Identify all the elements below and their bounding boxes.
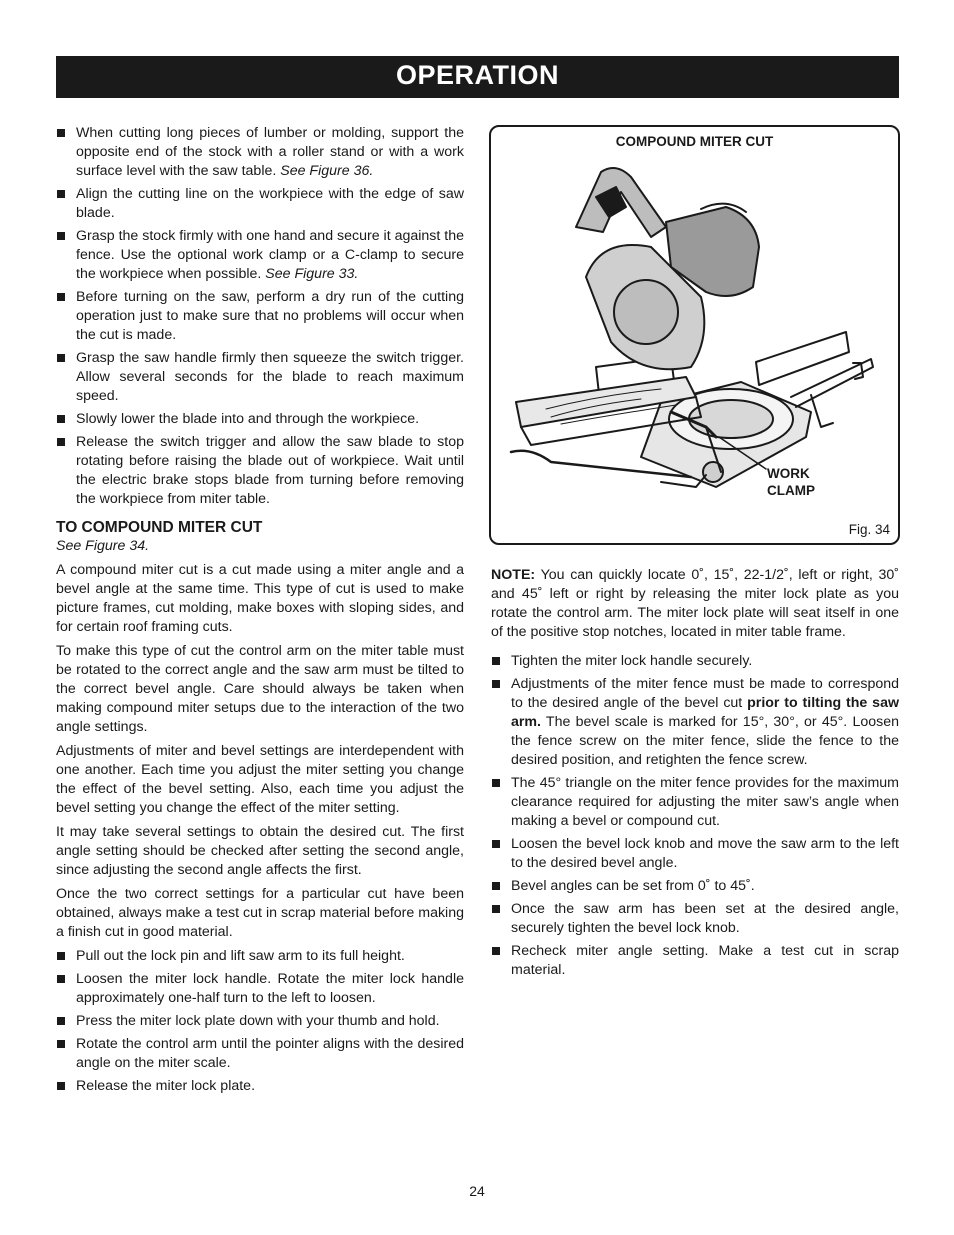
square-bullet-icon — [57, 975, 65, 983]
square-bullet-icon — [57, 415, 65, 423]
paragraph: Adjustments of miter and bevel settings are interdependent with one another. Each time you adjust the miter setting you change the effect of the bevel setting. Also, each time you adjust the bevel setting you change the effect of the miter setting. — [56, 743, 464, 816]
list-item: Bevel angles can be set from 0˚ to 45˚. — [491, 877, 899, 896]
square-bullet-icon — [492, 947, 500, 955]
note-label: NOTE: — [491, 567, 536, 583]
paragraph: A compound miter cut is a cut made using a miter angle and a bevel angle at the same time. This type of cut is used to make picture frames, cut molding, make boxes with sloping sides, and for certain roof framing cuts. — [56, 562, 464, 635]
square-bullet-icon — [492, 680, 500, 688]
square-bullet-icon — [57, 232, 65, 240]
square-bullet-icon — [492, 840, 500, 848]
square-bullet-icon — [492, 882, 500, 890]
section-heading: TO COMPOUND MITER CUT — [56, 519, 263, 536]
square-bullet-icon — [492, 657, 500, 665]
list-item: Pull out the lock pin and lift saw arm to its full height. — [56, 947, 464, 966]
miter-adjust-list — [491, 652, 899, 980]
list-item: Adjustments of the miter fence must be made to correspond to the desired angle of the bevel cut prior to tilting the saw arm. The bevel scale is marked for 15°, 30°, or 45°. Loosen the fence screw on the miter fence, slide the fence to the desired position, and retighten the fence screw. — [491, 675, 899, 770]
list-item: Rotate the control arm until the pointer aligns with the desired angle on the miter scale. — [56, 1035, 464, 1073]
page-title: OPERATION — [395, 60, 559, 90]
list-item: Grasp the stock firmly with one hand and secure it against the fence. Use the optional work clamp or a C-clamp to secure the workpiece when possible. See Figure 33. — [56, 227, 464, 284]
square-bullet-icon — [57, 1017, 65, 1025]
square-bullet-icon — [57, 1082, 65, 1090]
list-item: Once the saw arm has been set at the desired angle, securely tighten the bevel lock knob. — [491, 900, 899, 938]
list-item: Before turning on the saw, perform a dry run of the cutting operation just to make sure that no problems will occur when the cut is made. — [56, 288, 464, 345]
list-item: Align the cutting line on the workpiece with the edge of saw blade. — [56, 185, 464, 223]
paragraph: To make this type of cut the control arm on the miter table must be rotated to the correct angle and the saw arm must be tilted to the correct bevel angle. Care should always be taken when making compound miter setups due to the interaction of the two angle settings. — [56, 643, 464, 735]
list-item: When cutting long pieces of lumber or molding, support the opposite end of the stock with a roller stand or with a work surface level with the saw table. See Figure 36. — [56, 124, 464, 181]
square-bullet-icon — [57, 129, 65, 137]
square-bullet-icon — [57, 354, 65, 362]
figure-number: Fig. 34 — [848, 522, 890, 537]
paragraph: It may take several settings to obtain the desired cut. The first angle setting should be checked after setting the second angle, since adjusting the second angle affects the first. — [56, 824, 464, 878]
list-item: Tighten the miter lock handle securely. — [491, 652, 899, 671]
square-bullet-icon — [57, 438, 65, 446]
square-bullet-icon — [492, 905, 500, 913]
right-column — [491, 566, 899, 984]
operation-steps-list — [56, 124, 464, 509]
list-item: Loosen the bevel lock knob and move the saw arm to the left to the desired bevel angle. — [491, 835, 899, 873]
list-item: Press the miter lock plate down with your thumb and hold. — [56, 1012, 464, 1031]
square-bullet-icon — [492, 779, 500, 787]
figure-34-box — [489, 125, 900, 545]
square-bullet-icon — [57, 293, 65, 301]
list-item: Grasp the saw handle firmly then squeeze the switch trigger. Allow several seconds for the blade to reach maximum speed. — [56, 349, 464, 406]
square-bullet-icon — [57, 190, 65, 198]
list-item: Release the miter lock plate. — [56, 1077, 464, 1096]
section-header-bar — [56, 56, 899, 98]
list-item: Loosen the miter lock handle. Rotate the miter lock handle approximately one-half turn to the left to loosen. — [56, 970, 464, 1008]
figure-title: COMPOUND MITER CUT — [615, 134, 774, 149]
left-column — [56, 124, 464, 1100]
note-paragraph: NOTE: You can quickly locate 0˚, 15˚, 22-1/2˚, left or right, 30˚ and 45˚ left or right by releasing the miter lock plate as you rotate the control arm. The miter lock plate will seat itself in one of the positive stop notches, located in miter table frame. — [491, 567, 899, 640]
square-bullet-icon — [57, 952, 65, 960]
figure-reference: See Figure 34. — [56, 538, 150, 554]
work-clamp-label: WORK CLAMP — [767, 466, 815, 498]
list-item: Release the switch trigger and allow the saw blade to stop rotating before raising the blade out of workpiece. Wait until the electric brake stops blade from turning before removing the workpiece from miter table. — [56, 433, 464, 509]
list-item: Slowly lower the blade into and through the workpiece. — [56, 410, 464, 429]
page-number: 24 — [469, 1183, 485, 1199]
paragraph: Once the two correct settings for a particular cut have been obtained, always make a test cut in scrap material before making a finish cut in good material. — [56, 886, 464, 940]
list-item: The 45° triangle on the miter fence provides for the maximum clearance required for adjusting the miter saw’s angle when making a bevel or compound cut. — [491, 774, 899, 831]
list-item: Recheck miter angle setting. Make a test cut in scrap material. — [491, 942, 899, 980]
square-bullet-icon — [57, 1040, 65, 1048]
compound-cut-steps-list — [56, 947, 464, 1096]
miter-saw-illustration — [491, 127, 898, 543]
